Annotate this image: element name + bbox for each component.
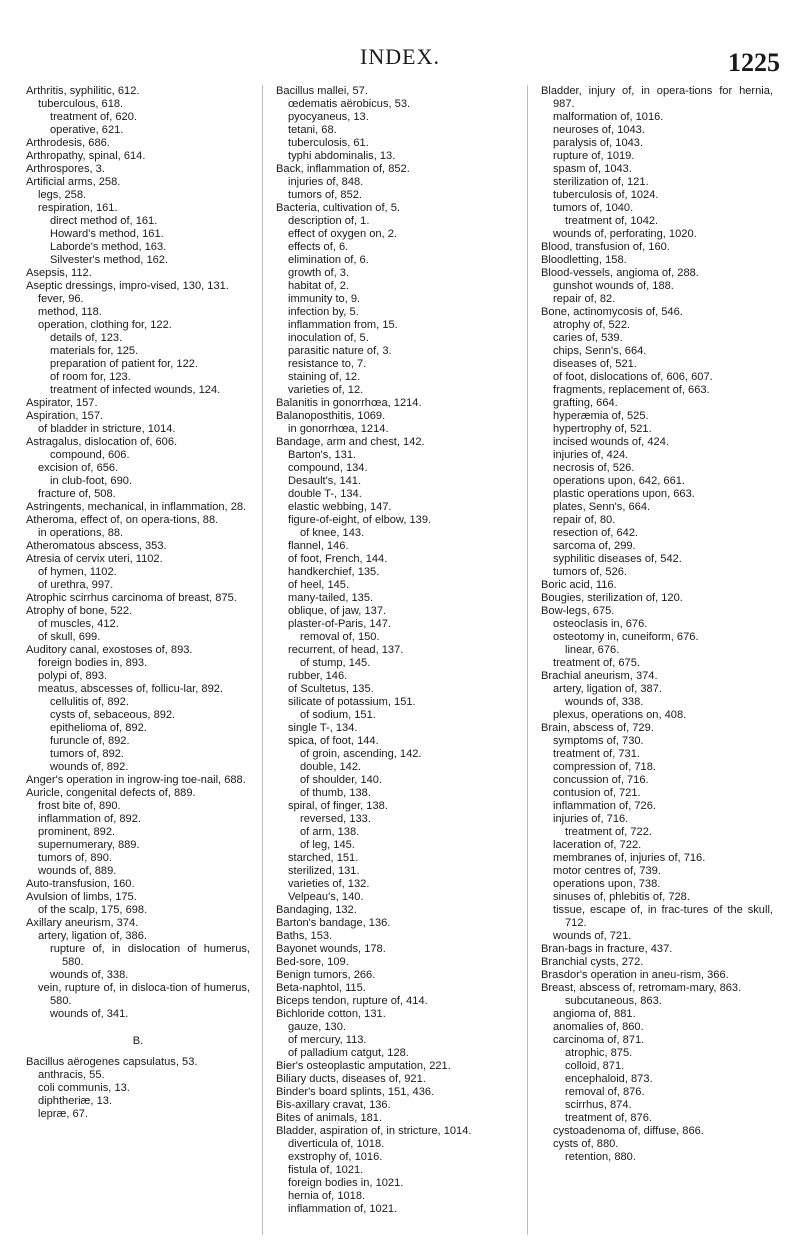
index-entry: typhi abdominalis, 13. [288, 150, 396, 162]
index-entry: inflammation from, 15. [288, 319, 398, 331]
index-column-3 [541, 85, 773, 1235]
index-entry: of shoulder, 140. [300, 774, 383, 786]
index-entry: removal of, 150. [300, 631, 380, 643]
index-entry: many-tailed, 135. [288, 592, 374, 604]
index-column-2 [276, 85, 508, 1235]
index-entry: staining of, 12. [288, 371, 361, 383]
index-entry: Arthritis, syphilitic, 612. [26, 85, 140, 97]
index-entry: fever, 96. [38, 293, 84, 305]
index-entry: gunshot wounds of, 188. [553, 280, 674, 292]
index-entry: fistula of, 1021. [288, 1164, 364, 1176]
index-entry: wounds of, 889. [38, 865, 117, 877]
index-entry: treatment of, 722. [565, 826, 652, 838]
index-entry: necrosis of, 526. [553, 462, 635, 474]
index-entry: foreign bodies in, 893. [38, 657, 148, 669]
index-entry: flannel, 146. [288, 540, 349, 552]
index-entry: anomalies of, 860. [553, 1021, 644, 1033]
index-entry: Anger's operation in ingrow-ing toe-nail, 688. [26, 774, 246, 786]
index-entry: compound, 606. [50, 449, 130, 461]
index-entry: laceration of, 722. [553, 839, 642, 851]
index-entry: Avulsion of limbs, 175. [26, 891, 137, 903]
index-entry: tumors of, 852. [288, 189, 362, 201]
index-entry: linear, 676. [565, 644, 620, 656]
index-entry: Blood-vessels, angioma of, 288. [541, 267, 699, 279]
index-entry: Bone, actinomycosis of, 546. [541, 306, 683, 318]
index-entry: in club-foot, 690. [50, 475, 133, 487]
index-entry: parasitic nature of, 3. [288, 345, 392, 357]
index-entry: concussion of, 716. [553, 774, 649, 786]
index-entry: Barton's bandage, 136. [276, 917, 391, 929]
index-entry: encephaloid, 873. [565, 1073, 653, 1085]
index-entry: frost bite of, 890. [38, 800, 121, 812]
index-entry: sterilization of, 121. [553, 176, 649, 188]
index-entry: double T-, 134. [288, 488, 362, 500]
index-entry: of foot, French, 144. [288, 553, 388, 565]
index-column-1 [26, 85, 250, 1235]
index-entry: cysts of, 880. [553, 1138, 619, 1150]
index-entry: tumors of, 890. [38, 852, 112, 864]
index-entry: handkerchief, 135. [288, 566, 380, 578]
index-entry: Auricle, congenital defects of, 889. [26, 787, 196, 799]
index-entry: immunity to, 9. [288, 293, 361, 305]
page-title: INDEX. [360, 44, 440, 69]
index-entry: treatment of, 675. [553, 657, 640, 669]
index-entry: Arthrospores, 3. [26, 163, 105, 175]
index-entry: foreign bodies in, 1021. [288, 1177, 404, 1189]
index-entry: rubber, 146. [288, 670, 348, 682]
index-entry: artery, ligation of, 386. [38, 930, 147, 942]
index-entry: Atheroma, effect of, on opera-tions, 88. [26, 514, 219, 526]
index-entry: Bladder, aspiration of, in stricture, 1014. [276, 1125, 472, 1137]
index-entry: neuroses of, 1043. [553, 124, 645, 136]
index-entry: repair of, 80. [553, 514, 616, 526]
index-entry: exstrophy of, 1016. [288, 1151, 383, 1163]
index-entry: Bites of animals, 181. [276, 1112, 383, 1124]
index-entry: coli communis, 13. [38, 1082, 130, 1094]
index-entry: excision of, 656. [38, 462, 119, 474]
index-entry: anthracis, 55. [38, 1069, 105, 1081]
index-entry: preparation of patient for, 122. [50, 358, 199, 370]
index-entry: carcinoma of, 871. [553, 1034, 645, 1046]
index-entry: legs, 258. [38, 189, 87, 201]
index-entry: sterilized, 131. [288, 865, 360, 877]
index-entry: fracture of, 508. [38, 488, 116, 500]
index-entry: chips, Senn's, 664. [553, 345, 647, 357]
index-entry: removal of, 876. [565, 1086, 645, 1098]
index-entry: Biliary ducts, diseases of, 921. [276, 1073, 426, 1085]
index-entry: Bladder, injury of, in opera-tions for hernia, 987. [541, 85, 773, 110]
index-entry: Benign tumors, 266. [276, 969, 376, 981]
index-entry: Balanoposthitis, 1069. [276, 410, 386, 422]
index-entry: of thumb, 138. [300, 787, 371, 799]
index-entry: infection by, 5. [288, 306, 359, 318]
index-entry: wounds of, 721. [553, 930, 632, 942]
index-entry: wounds of, 892. [50, 761, 129, 773]
index-entry: of arm, 138. [300, 826, 360, 838]
index-entry: angioma of, 881. [553, 1008, 636, 1020]
index-entry: Astringents, mechanical, in inflammation, 28. [26, 501, 247, 513]
index-entry: artery, ligation of, 387. [553, 683, 662, 695]
index-entry: injuries of, 716. [553, 813, 629, 825]
index-entry: epithelioma of, 892. [50, 722, 147, 734]
index-entry: figure-of-eight, of elbow, 139. [288, 514, 432, 526]
index-entry: varieties of, 12. [288, 384, 364, 396]
index-entry: operative, 621. [50, 124, 124, 136]
index-entry: furuncle of, 892. [50, 735, 130, 747]
index-entry: gauze, 130. [288, 1021, 346, 1033]
index-entry: spasm of, 1043. [553, 163, 632, 175]
index-entry: Bacillus aërogenes capsulatus, 53. [26, 1056, 198, 1068]
index-entry: of mercury, 113. [288, 1034, 367, 1046]
index-entry: plaster-of-Paris, 147. [288, 618, 391, 630]
index-entry: tetani, 68. [288, 124, 337, 136]
index-entry: of skull, 699. [38, 631, 101, 643]
index-entry: sinuses of, phlebitis of, 728. [553, 891, 690, 903]
page-number: 1225 [728, 48, 780, 77]
index-entry: Bran-bags in fracture, 437. [541, 943, 673, 955]
index-entry: Howard's method, 161. [50, 228, 164, 240]
index-entry: of knee, 143. [300, 527, 365, 539]
index-entry: treatment of, 731. [553, 748, 640, 760]
index-entry: atrophic, 875. [565, 1047, 633, 1059]
index-entry: Bloodletting, 158. [541, 254, 627, 266]
index-entry: Atrophy of bone, 522. [26, 605, 133, 617]
index-entry: wounds of, 338. [50, 969, 129, 981]
index-entry: starched, 151. [288, 852, 359, 864]
index-entry: Arthropathy, spinal, 614. [26, 150, 146, 162]
index-entry: Atrophic scirrhus carcinoma of breast, 875. [26, 592, 237, 604]
section-letter-heading: B. [132, 1035, 144, 1047]
index-entry: pyocyaneus, 13. [288, 111, 369, 123]
index-entry: subcutaneous, 863. [565, 995, 662, 1007]
index-entry: supernumerary, 889. [38, 839, 140, 851]
index-entry: diseases of, 521. [553, 358, 637, 370]
index-entry: inflammation of, 892. [38, 813, 141, 825]
index-entry: treatment of, 876. [565, 1112, 652, 1124]
index-entry: contusion of, 721. [553, 787, 641, 799]
index-entry: method, 118. [38, 306, 102, 318]
index-entry: cysts of, sebaceous, 892. [50, 709, 176, 721]
index-entry: Aseptic dressings, impro-vised, 130, 131. [26, 280, 229, 292]
index-entry: Bow-legs, 675. [541, 605, 615, 617]
column-divider [262, 85, 263, 1235]
index-entry: wounds of, 338. [565, 696, 644, 708]
index-entry: of the scalp, 175, 698. [38, 904, 148, 916]
index-entry: repair of, 82. [553, 293, 616, 305]
index-entry: rupture of, 1019. [553, 150, 635, 162]
column-divider [527, 85, 528, 1235]
index-entry: elastic webbing, 147. [288, 501, 392, 513]
index-entry: tissue, escape of, in frac-tures of the skull, 712. [553, 904, 773, 929]
index-entry: elimination of, 6. [288, 254, 369, 266]
index-entry: Bed-sore, 109. [276, 956, 349, 968]
index-entry: Artificial arms, 258. [26, 176, 121, 188]
index-entry: Bacteria, cultivation of, 5. [276, 202, 400, 214]
index-entry: growth of, 3. [288, 267, 350, 279]
index-entry: tumors of, 526. [553, 566, 627, 578]
index-entry: Barton's, 131. [288, 449, 357, 461]
index-entry: of leg, 145. [300, 839, 355, 851]
index-entry: direct method of, 161. [50, 215, 158, 227]
index-entry: tumors of, 1040. [553, 202, 634, 214]
index-entry: incised wounds of, 424. [553, 436, 669, 448]
index-entry: of foot, dislocations of, 606, 607. [553, 371, 713, 383]
index-entry: Bandaging, 132. [276, 904, 357, 916]
index-entry: of muscles, 412. [38, 618, 119, 630]
index-entry: syphilitic diseases of, 542. [553, 553, 682, 565]
index-entry: tuberculosis of, 1024. [553, 189, 659, 201]
index-entry: effects of, 6. [288, 241, 349, 253]
index-entry: of hymen, 1102. [38, 566, 117, 578]
index-entry: details of, 123. [50, 332, 123, 344]
index-entry: treatment of infected wounds, 124. [50, 384, 221, 396]
index-entry: spica, of foot, 144. [288, 735, 379, 747]
index-entry: recurrent, of head, 137. [288, 644, 404, 656]
index-entry: resistance to, 7. [288, 358, 367, 370]
index-entry: lepræ, 67. [38, 1108, 88, 1120]
index-entry: Laborde's method, 163. [50, 241, 167, 253]
index-entry: Aspiration, 157. [26, 410, 104, 422]
index-entry: tuberculous, 618. [38, 98, 124, 110]
index-entry: single T-, 134. [288, 722, 358, 734]
index-entry: wounds of, perforating, 1020. [553, 228, 697, 240]
index-entry: atrophy of, 522. [553, 319, 631, 331]
index-entry: hypertrophy of, 521. [553, 423, 652, 435]
index-entry: hyperæmia of, 525. [553, 410, 649, 422]
index-entry: of heel, 145. [288, 579, 350, 591]
index-entry: grafting, 664. [553, 397, 618, 409]
index-entry: plexus, operations on, 408. [553, 709, 687, 721]
index-entry: Bier's osteoplastic amputation, 221. [276, 1060, 451, 1072]
index-entry: Desault's, 141. [288, 475, 362, 487]
index-entry: œdematis aërobicus, 53. [288, 98, 411, 110]
index-entry: double, 142. [300, 761, 362, 773]
index-entry: Bis-axillary cravat, 136. [276, 1099, 391, 1111]
index-entry: in gonorrhœa, 1214. [288, 423, 389, 435]
index-entry: symptoms of, 730. [553, 735, 644, 747]
index-entry: compound, 134. [288, 462, 368, 474]
index-entry: inoculation of, 5. [288, 332, 369, 344]
index-entry: Branchial cysts, 272. [541, 956, 644, 968]
index-entry: cellulitis of, 892. [50, 696, 129, 708]
index-entry: respiration, 161. [38, 202, 118, 214]
index-entry: of palladium catgut, 128. [288, 1047, 409, 1059]
index-entry: Atheromatous abscess, 353. [26, 540, 167, 552]
index-entry: Breast, abscess of, retromam-mary, 863. [541, 982, 742, 994]
index-entry: colloid, 871. [565, 1060, 625, 1072]
index-entry: treatment of, 1042. [565, 215, 659, 227]
index-entry: osteotomy in, cuneiform, 676. [553, 631, 699, 643]
index-entry: Silvester's method, 162. [50, 254, 169, 266]
index-entry: prominent, 892. [38, 826, 116, 838]
index-entry: Aspirator, 157. [26, 397, 98, 409]
index-entry: habitat of, 2. [288, 280, 350, 292]
index-entry: malformation of, 1016. [553, 111, 664, 123]
index-entry: polypi of, 893. [38, 670, 108, 682]
index-entry: wounds of, 341. [50, 1008, 129, 1020]
index-entry: paralysis of, 1043. [553, 137, 644, 149]
index-entry: Beta-naphtol, 115. [276, 982, 366, 994]
index-entry: scirrhus, 874. [565, 1099, 632, 1111]
index-entry: spiral, of finger, 138. [288, 800, 388, 812]
index-entry: Axillary aneurism, 374. [26, 917, 139, 929]
index-entry: of groin, ascending, 142. [300, 748, 422, 760]
index-entry: injuries of, 424. [553, 449, 629, 461]
index-entry: Binder's board splints, 151, 436. [276, 1086, 435, 1098]
index-entry: rupture of, in dislocation of humerus, 580. [50, 943, 250, 968]
index-entry: retention, 880. [565, 1151, 636, 1163]
index-entry: varieties of, 132. [288, 878, 370, 890]
index-entry: Biceps tendon, rupture of, 414. [276, 995, 428, 1007]
index-entry: Brasdor's operation in aneu-rism, 366. [541, 969, 729, 981]
index-entry: of Scultetus, 135. [288, 683, 374, 695]
index-entry: Astragalus, dislocation of, 606. [26, 436, 178, 448]
index-entry: fragments, replacement of, 663. [553, 384, 710, 396]
index-entry: of urethra, 997. [38, 579, 114, 591]
index-entry: vein, rupture of, in disloca-tion of humerus, 580. [38, 982, 250, 1007]
index-entry: injuries of, 848. [288, 176, 364, 188]
index-entry: effect of oxygen on, 2. [288, 228, 397, 240]
index-entry: Bichloride cotton, 131. [276, 1008, 386, 1020]
index-entry: caries of, 539. [553, 332, 623, 344]
index-entry: operations upon, 642, 661. [553, 475, 685, 487]
index-entry: Arthrodesis, 686. [26, 137, 110, 149]
index-entry: of stump, 145. [300, 657, 371, 669]
index-entry: osteoclasis in, 676. [553, 618, 648, 630]
index-entry: Balanitis in gonorrhœa, 1214. [276, 397, 422, 409]
index-entry: of bladder in stricture, 1014. [38, 423, 176, 435]
index-entry: Bacillus mallei, 57. [276, 85, 368, 97]
index-entry: Baths, 153. [276, 930, 333, 942]
index-entry: diverticula of, 1018. [288, 1138, 385, 1150]
index-entry: operation, clothing for, 122. [38, 319, 172, 331]
index-entry: diphtheriæ, 13. [38, 1095, 113, 1107]
index-entry: of sodium, 151. [300, 709, 376, 721]
index-entry: treatment of, 620. [50, 111, 137, 123]
index-entry: materials for, 125. [50, 345, 139, 357]
index-entry: membranes of, injuries of, 716. [553, 852, 706, 864]
index-entry: cystoadenoma of, diffuse, 866. [553, 1125, 704, 1137]
index-entry: operations upon, 738. [553, 878, 661, 890]
index-entry: Bandage, arm and chest, 142. [276, 436, 425, 448]
index-entry: resection of, 642. [553, 527, 639, 539]
index-entry: Atresia of cervix uteri, 1102. [26, 553, 163, 565]
index-entry: Blood, transfusion of, 160. [541, 241, 670, 253]
index-entry: tumors of, 892. [50, 748, 124, 760]
index-entry: sarcoma of, 299. [553, 540, 636, 552]
index-entry: inflammation of, 1021. [288, 1203, 398, 1215]
index-entry: inflammation of, 726. [553, 800, 656, 812]
index-entry: in operations, 88. [38, 527, 124, 539]
index-entry: plastic operations upon, 663. [553, 488, 695, 500]
index-entry: silicate of potassium, 151. [288, 696, 416, 708]
index-entry: Bougies, sterilization of, 120. [541, 592, 683, 604]
page-header [0, 44, 800, 84]
index-entry: Bayonet wounds, 178. [276, 943, 386, 955]
index-entry: compression of, 718. [553, 761, 656, 773]
index-entry: hernia of, 1018. [288, 1190, 366, 1202]
index-entry: oblique, of jaw, 137. [288, 605, 387, 617]
index-entry: Brachial aneurism, 374. [541, 670, 658, 682]
index-entry: Boric acid, 116. [541, 579, 617, 591]
index-entry: of room for, 123. [50, 371, 131, 383]
index-entry: Asepsis, 112. [26, 267, 92, 279]
index-entry: Velpeau's, 140. [288, 891, 364, 903]
index-entry: Brain, abscess of, 729. [541, 722, 654, 734]
index-entry: meatus, abscesses of, follicu-lar, 892. [38, 683, 223, 695]
index-entry: tuberculosis, 61. [288, 137, 369, 149]
index-entry: Auto-transfusion, 160. [26, 878, 135, 890]
index-entry: motor centres of, 739. [553, 865, 661, 877]
index-entry: Auditory canal, exostoses of, 893. [26, 644, 193, 656]
index-entry: Back, inflammation of, 852. [276, 163, 410, 175]
index-entry: reversed, 133. [300, 813, 371, 825]
index-entry: plates, Senn's, 664. [553, 501, 651, 513]
index-entry: description of, 1. [288, 215, 370, 227]
